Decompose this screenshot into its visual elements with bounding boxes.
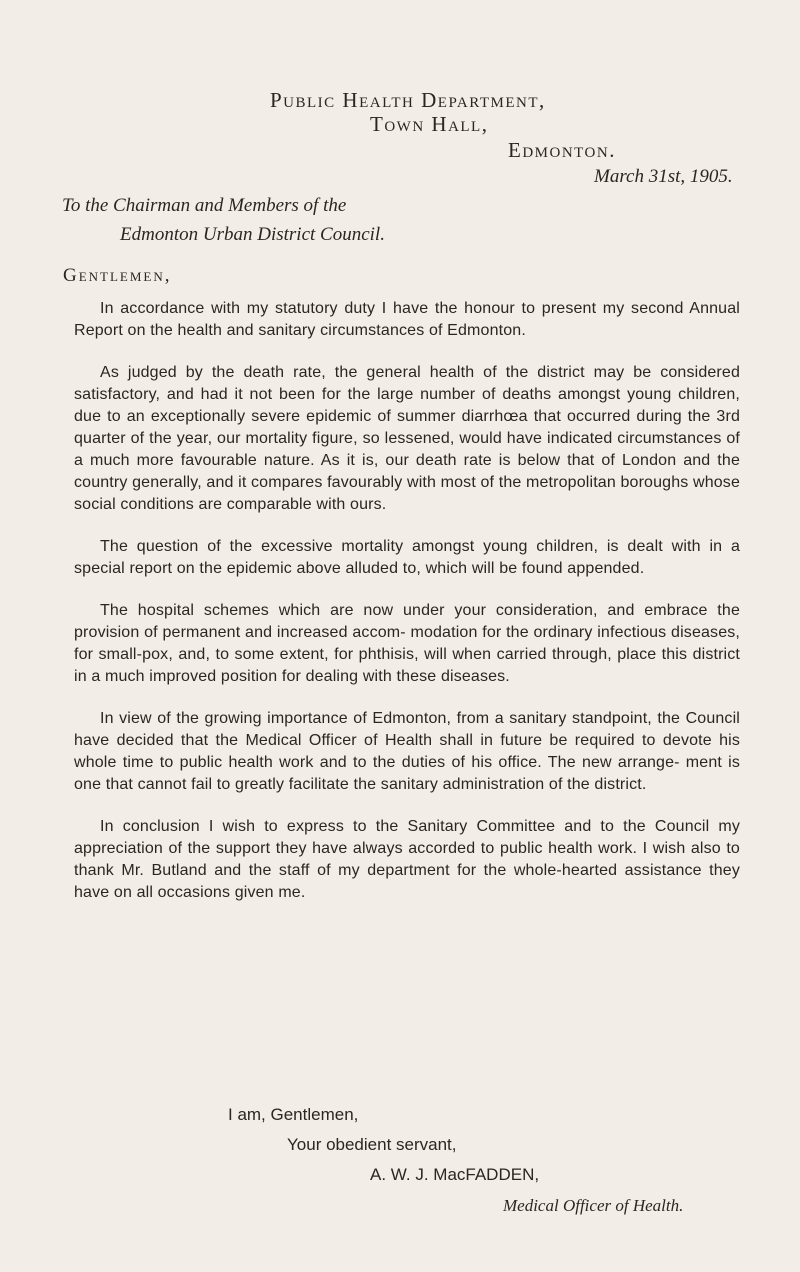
department-line: Public Health Department, xyxy=(270,88,546,112)
letter-date: March 31st, 1905. xyxy=(594,166,733,187)
paragraph-4: The hospital schemes which are now under your consideration, and embrace the provision of permanent and increased accom- modation for the ordinary infectious diseases, for small-pox, and, to some extent, for phthisis, will when carried through, place this district in a much improved position for dealing with these diseases. xyxy=(74,602,740,685)
paragraph-6: In conclusion I wish to express to the Sanitary Committee and to the Council my appreciation of the support they have always accorded to public health work. I wish also to thank Mr. Butland and the staff of my department for the whole-hearted assistance they have on all occasions given me. xyxy=(74,818,740,901)
town-hall-line: Town Hall, xyxy=(370,112,489,136)
signature-name: A. W. J. MacFADDEN, xyxy=(370,1165,540,1184)
paragraph-2: As judged by the death rate, the general health of the district may be considered satisfactory, and had it not been for the large number of deaths amongst young children, due to an exceptionally severe epidemic of summer diarrhœa that occurred during the 3rd quarter of the year, our mortality figure, so lessened, would have indicated circumstances of a much more favourable nature. As it is, our death rate is below that of London and the country generally, and it compares favourably with most of the metropolitan boroughs whose social conditions are comparable with ours. xyxy=(74,364,740,513)
salutation: Gentlemen, xyxy=(63,265,172,286)
paragraph-5: In view of the growing importance of Edmonton, from a sanitary standpoint, the Council have decided that the Medical Officer of Health shall in future be required to devote his whole time to public health work and to the duties of his office. The new arrange- ment is one that cannot fail to greatly facilitate the sanitary administration of the district. xyxy=(74,710,740,793)
paragraph-3: The question of the excessive mortality amongst young children, is dealt with in a special report on the epidemic above alluded to, which will be found appended. xyxy=(74,538,740,577)
signature-title: Medical Officer of Health. xyxy=(503,1196,684,1215)
closing-line-2: Your obedient servant, xyxy=(287,1135,457,1154)
closing-line-1: I am, Gentlemen, xyxy=(228,1105,359,1124)
addressee-line-1: To the Chairman and Members of the xyxy=(62,195,347,216)
letter-body xyxy=(74,298,740,924)
paragraph-1: In accordance with my statutory duty I have the honour to present my second Annual Report on the health and sanitary circumstances of Edmonton. xyxy=(74,300,740,339)
addressee-line-2: Edmonton Urban District Council. xyxy=(120,224,385,245)
town-line: Edmonton. xyxy=(508,138,616,162)
